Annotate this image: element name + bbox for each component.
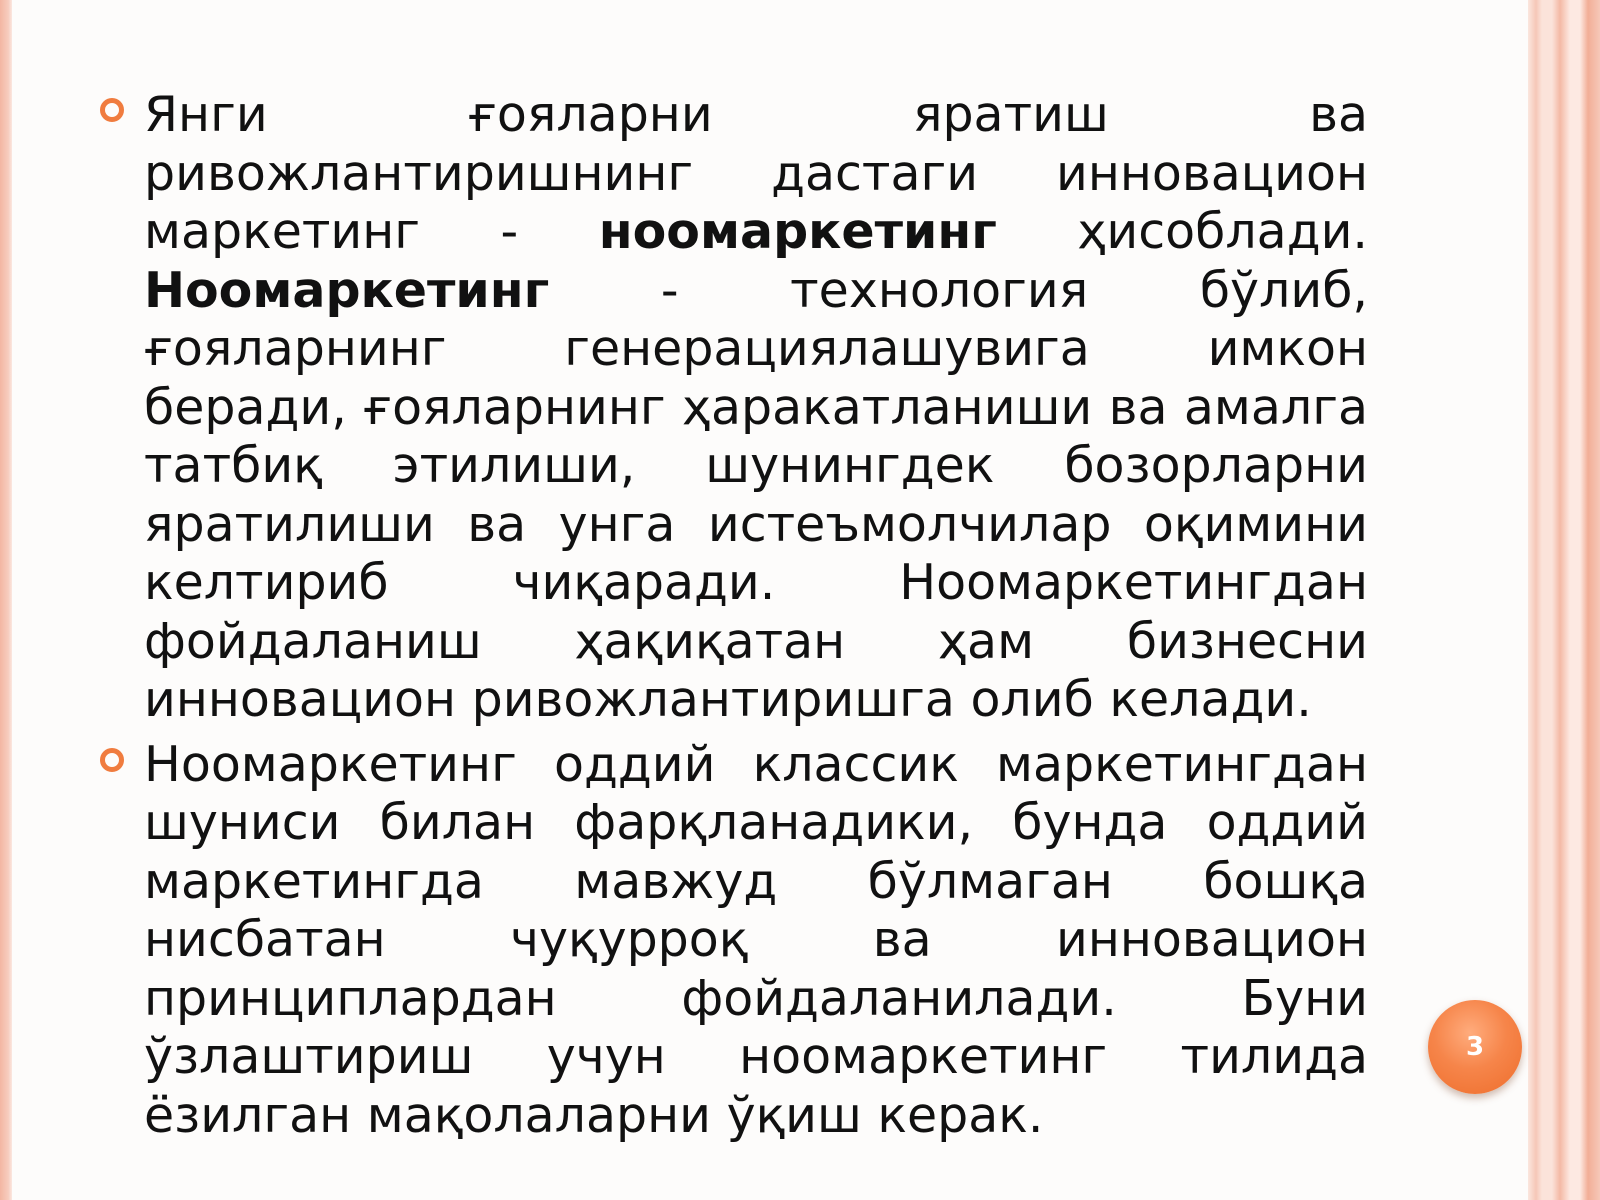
bullet-1-text: Янги ғояларни яратиш ва ривожлантиришнинг дастаги инновацион маркетинг - <box>144 86 1368 260</box>
hollow-circle-bullet-icon <box>100 98 124 122</box>
bullet-1-bold-term: ноомаркетинг <box>598 203 997 260</box>
left-decorative-border <box>0 0 12 1200</box>
slide-content <box>96 86 1368 1151</box>
bullet-1-text-continued: ҳисоблади. <box>996 203 1369 260</box>
right-decorative-border <box>1528 0 1600 1200</box>
bullet-1-bold-term-2: Ноомаркетинг <box>144 261 550 319</box>
hollow-circle-bullet-icon <box>100 748 124 772</box>
bullet-item-2 <box>96 736 1368 1146</box>
bullet-1-text-end: - технология бўлиб, ғояларнинг генерациялашувига имкон беради, ғояларнинг ҳаракатланиши ва амалга татбиқ этилиши, шунингдек бозорларни яратилиши ва унга истеъмолчилар оқимини келтириб чиқаради. Ноомаркетингдан фойдаланиш ҳақиқатан ҳам бизнесни инновацион ривожлантиришга олиб келади. <box>144 261 1368 728</box>
bullet-item-1 <box>96 86 1368 730</box>
bullet-2-text: Ноомаркетинг оддий классик маркетингдан шуниси билан фарқланадики, бунда оддий маркетингда мавжуд бўлмаган бошқа нисбатан чуқурроқ ва инновацион принциплардан фойдаланилади. Буни ўзлаштириш учун ноомаркетинг тилида ёзилган мақолаларни ўқиш керак. <box>144 735 1368 1144</box>
slide-number-badge: 3 <box>1428 1000 1522 1094</box>
